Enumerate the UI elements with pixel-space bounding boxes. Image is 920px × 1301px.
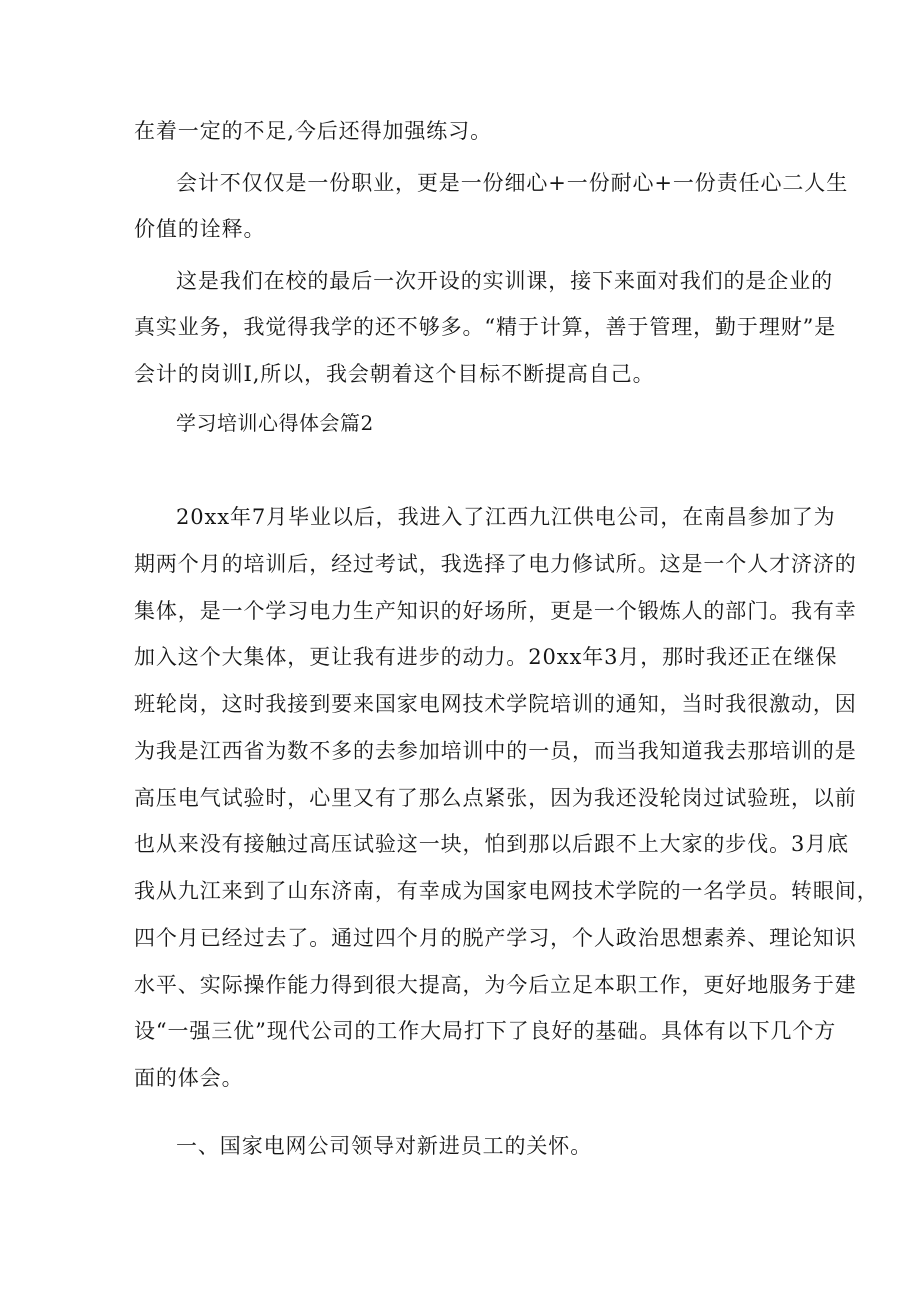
paragraph-line: 加入这个大集体，更让我有进步的动力。20xx年3月，那时我还正在继保 [134,645,838,669]
paragraph-line: 会计不仅仅是一份职业，更是一份细心+一份耐心+一份责任心二人生 [176,171,849,195]
section-heading: 学习培训心得体会篇2 [176,411,374,435]
paragraph-line: 期两个月的培训后，经过考试，我选择了电力修试所。这是一个人才济济的 [134,552,857,576]
paragraph-line: 为我是江西省为数不多的去参加培训中的一员，而当我知道我去那培训的是 [134,739,857,763]
paragraph-line: 我从九江来到了山东济南，有幸成为国家电网技术学院的一名学员。转眼间， [134,879,879,903]
paragraph-line: 20xx年7月毕业以后，我进入了江西九江供电公司，在南昌参加了为 [176,505,836,529]
paragraph-line: 价值的诠释。 [134,217,266,241]
paragraph-line: 四个月已经过去了。通过四个月的脱产学习，个人政治思想素养、理论知识 [134,926,857,950]
paragraph-line: 高压电气试验时，心里又有了那么点紧张，因为我还没轮岗过试验班，以前 [134,786,857,810]
paragraph-line: 面的体会。 [134,1066,244,1090]
paragraph-line: 集体，是一个学习电力生产知识的好场所，更是一个锻炼人的部门。我有幸 [134,599,857,623]
paragraph-line: 班轮岗，这时我接到要来国家电网技术学院培训的通知，当时我很激动，因 [134,692,857,716]
paragraph-line: 这是我们在校的最后一次开设的实训课，接下来面对我们的是企业的 [176,269,833,293]
paragraph-line: 设“一强三优”现代公司的工作大局打下了良好的基础。具体有以下几个方 [134,1019,837,1043]
paragraph-line: 也从来没有接触过高压试验这一块，怕到那以后跟不上大家的步伐。3月底 [134,832,850,856]
paragraph-line: 在着一定的不足,今后还得加强练习。 [134,119,492,143]
paragraph-line: 水平、实际操作能力得到很大提高，为今后立足本职工作，更好地服务于建 [134,973,857,997]
paragraph-line: 一、国家电网公司领导对新进员工的关怀。 [176,1134,593,1158]
paragraph-line: 会计的岗训Ⅰ,所以，我会朝着这个目标不断提高自己。 [134,362,655,386]
paragraph-line: 真实业务，我觉得我学的还不够多。“精于计算，善于管理，勤于理财”是 [134,315,837,339]
